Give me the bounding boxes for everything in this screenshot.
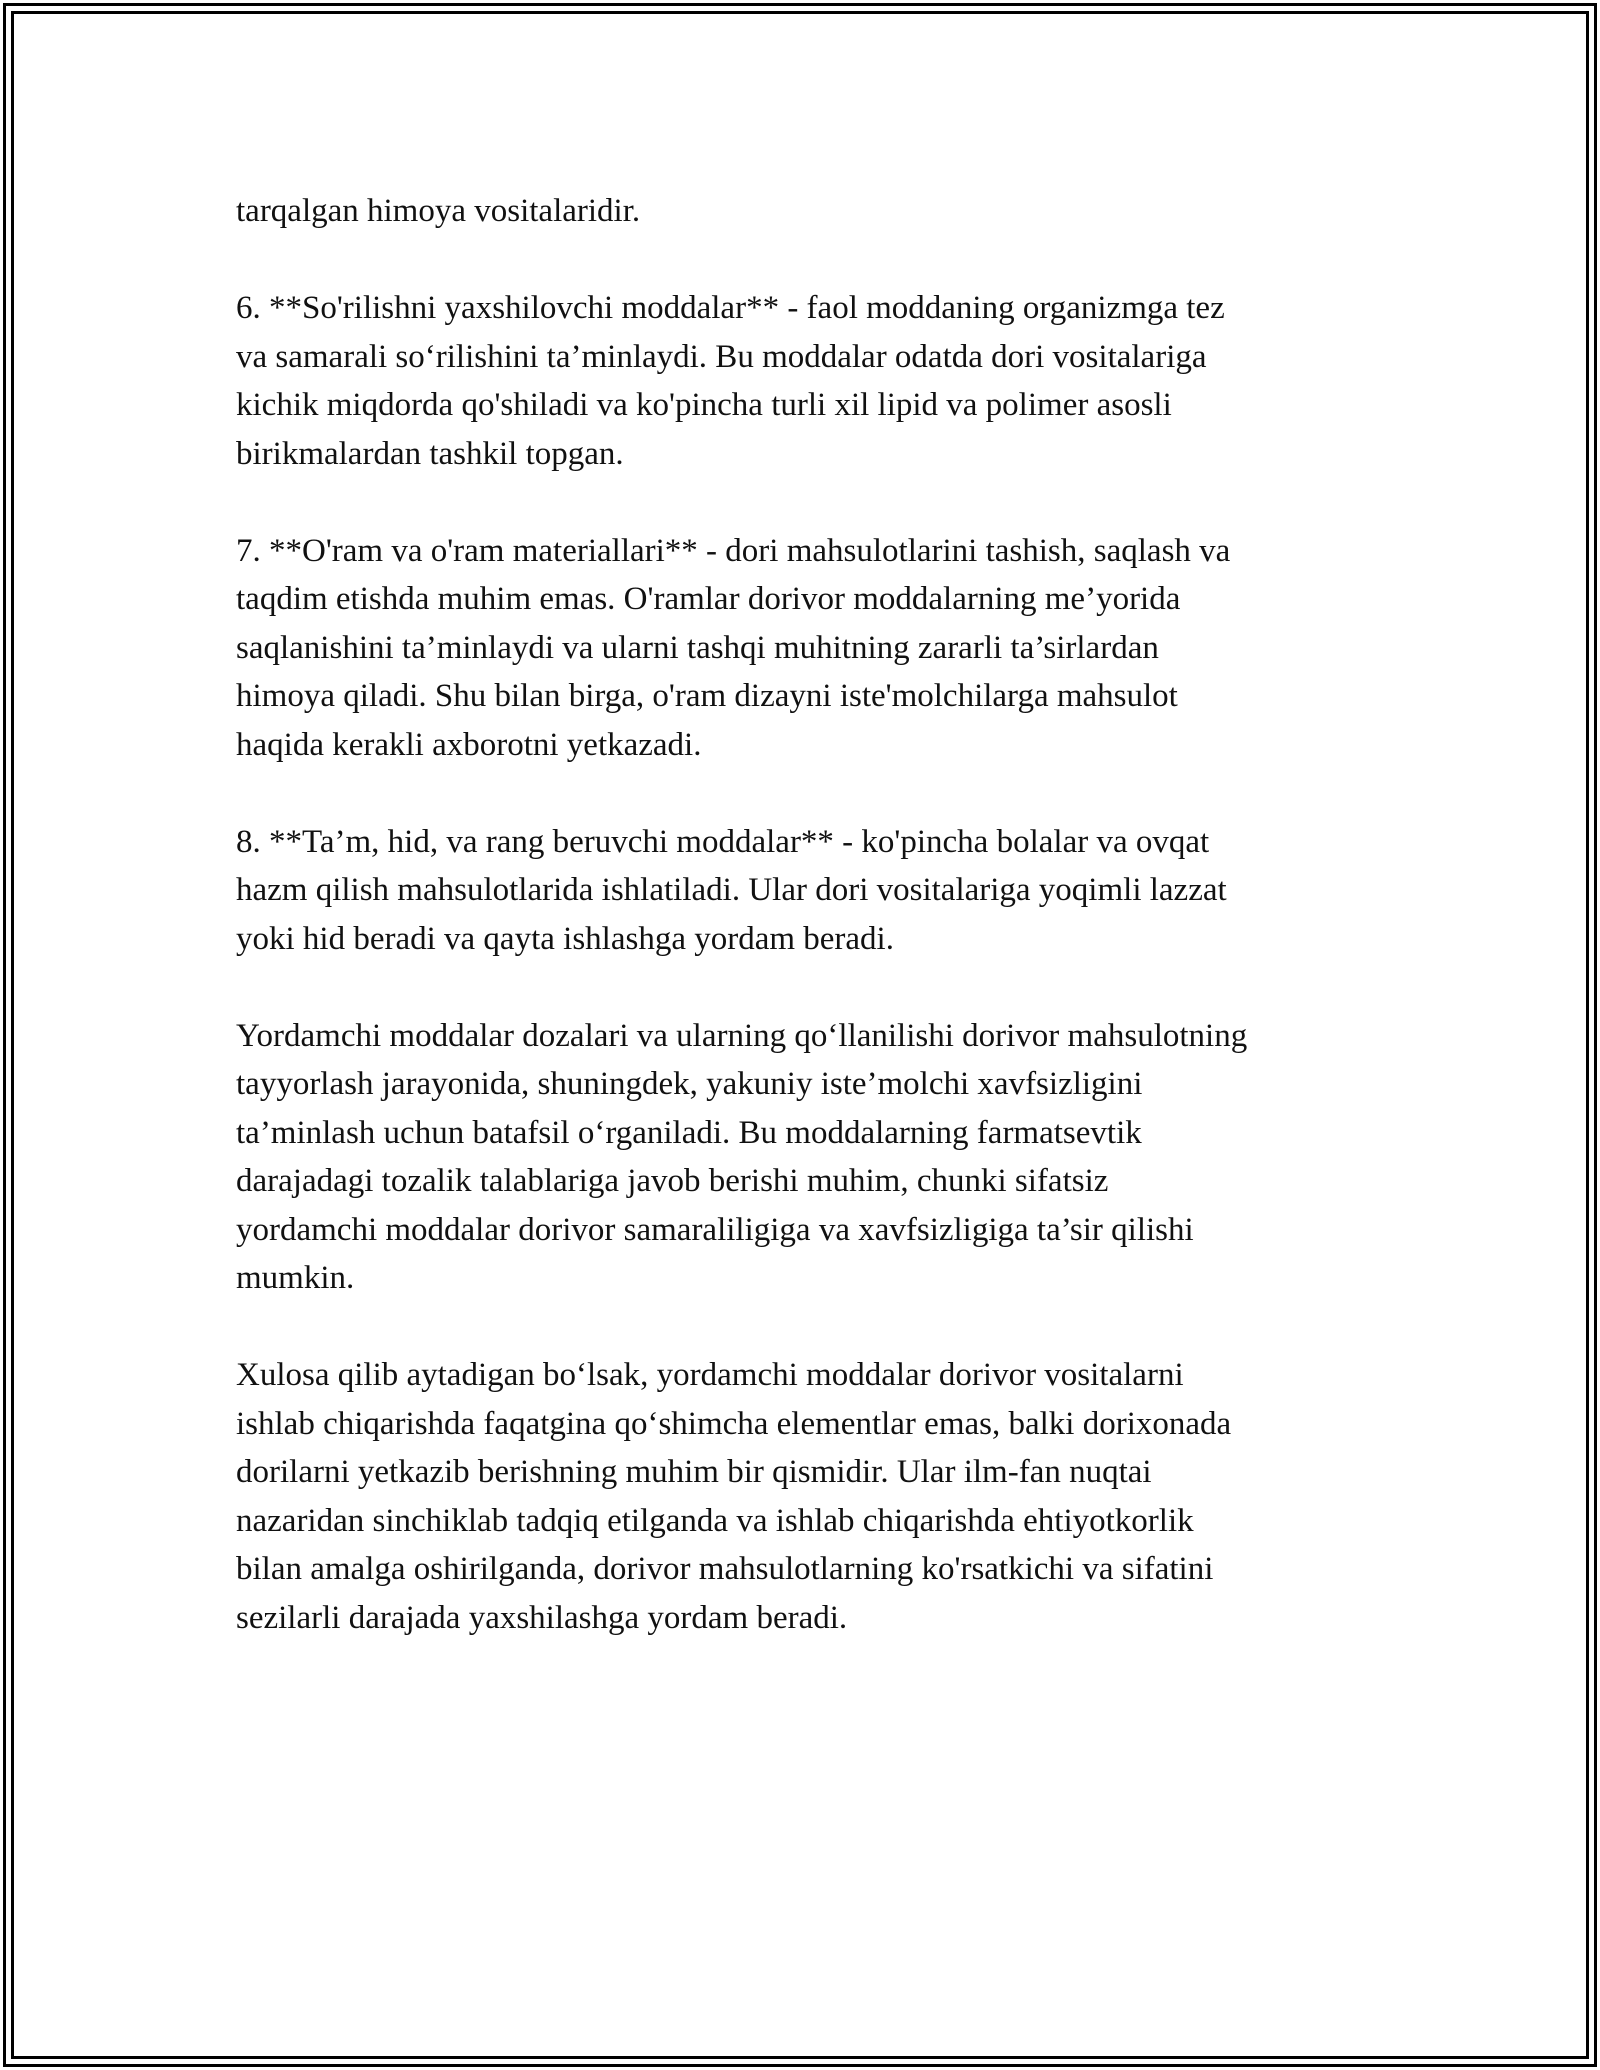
document-body bbox=[236, 187, 1416, 1691]
paragraph-conclusion: Xulosa qilib aytadigan bo‘lsak, yordamchi moddalar dorivor vositalarni ishlab chiqarishda faqatgina qo‘shimcha elementlar emas, balki dorixonada dorilarni yetkazib berishning muhim bir qismidir. Ular ilm-fan nuqtai nazaridan sinchiklab tadqiq etilganda va ishlab chiqarishda ehtiyotkorlik bilan amalga oshirilganda, dorivor mahsulotlarning ko'rsatkichi va sifatini sezilarli darajada yaxshilashga yordam beradi. bbox=[236, 1357, 1232, 1636]
paragraph-item-7: 7. **O'ram va o'ram materiallari** - dori mahsulotlarini tashish, saqlash va taqdim etishda muhim emas. O'ramlar dorivor moddalarning me’yorida saqlanishini ta’minlaydi va ularni tashqi muhitning zararli ta’sirlardan himoya qiladi. Shu bilan birga, o'ram dizayni iste'molchilarga mahsulot haqida kerakli axborotni yetkazadi. bbox=[236, 532, 1231, 763]
paragraph-item-6: 6. **So'rilishni yaxshilovchi moddalar** - faol moddaning organizmga tez va samarali so‘rilishini ta’minlaydi. Bu moddalar odatda dori vositalariga kichik miqdorda qo'shiladi va ko'pincha turli xil lipid va polimer asosli birikmalardan tashkil topgan. bbox=[236, 290, 1225, 472]
paragraph-dosage: Yordamchi moddalar dozalari va ularning qo‘llanilishi dorivor mahsulotning tayyorlash jarayonida, shuningdek, yakuniy iste’molchi xavfsizligini ta’minlash uchun batafsil o‘rganiladi. Bu moddalarning farmatsevtik darajadagi tozalik talablariga javob berishi muhim, chunki sifatsiz yordamchi moddalar dorivor samaraliligiga va xavfsizligiga ta’sir qilishi mumkin. bbox=[236, 1017, 1248, 1296]
paragraph-continuation: tarqalgan himoya vositalaridir. bbox=[236, 193, 641, 229]
paragraph-item-8: 8. **Ta’m, hid, va rang beruvchi moddalar** - ko'pincha bolalar va ovqat hazm qilish mahsulotlarida ishlatiladi. Ular dori vositalariga yoqimli lazzat yoki hid beradi va qayta ishlashga yordam beradi. bbox=[236, 823, 1227, 957]
